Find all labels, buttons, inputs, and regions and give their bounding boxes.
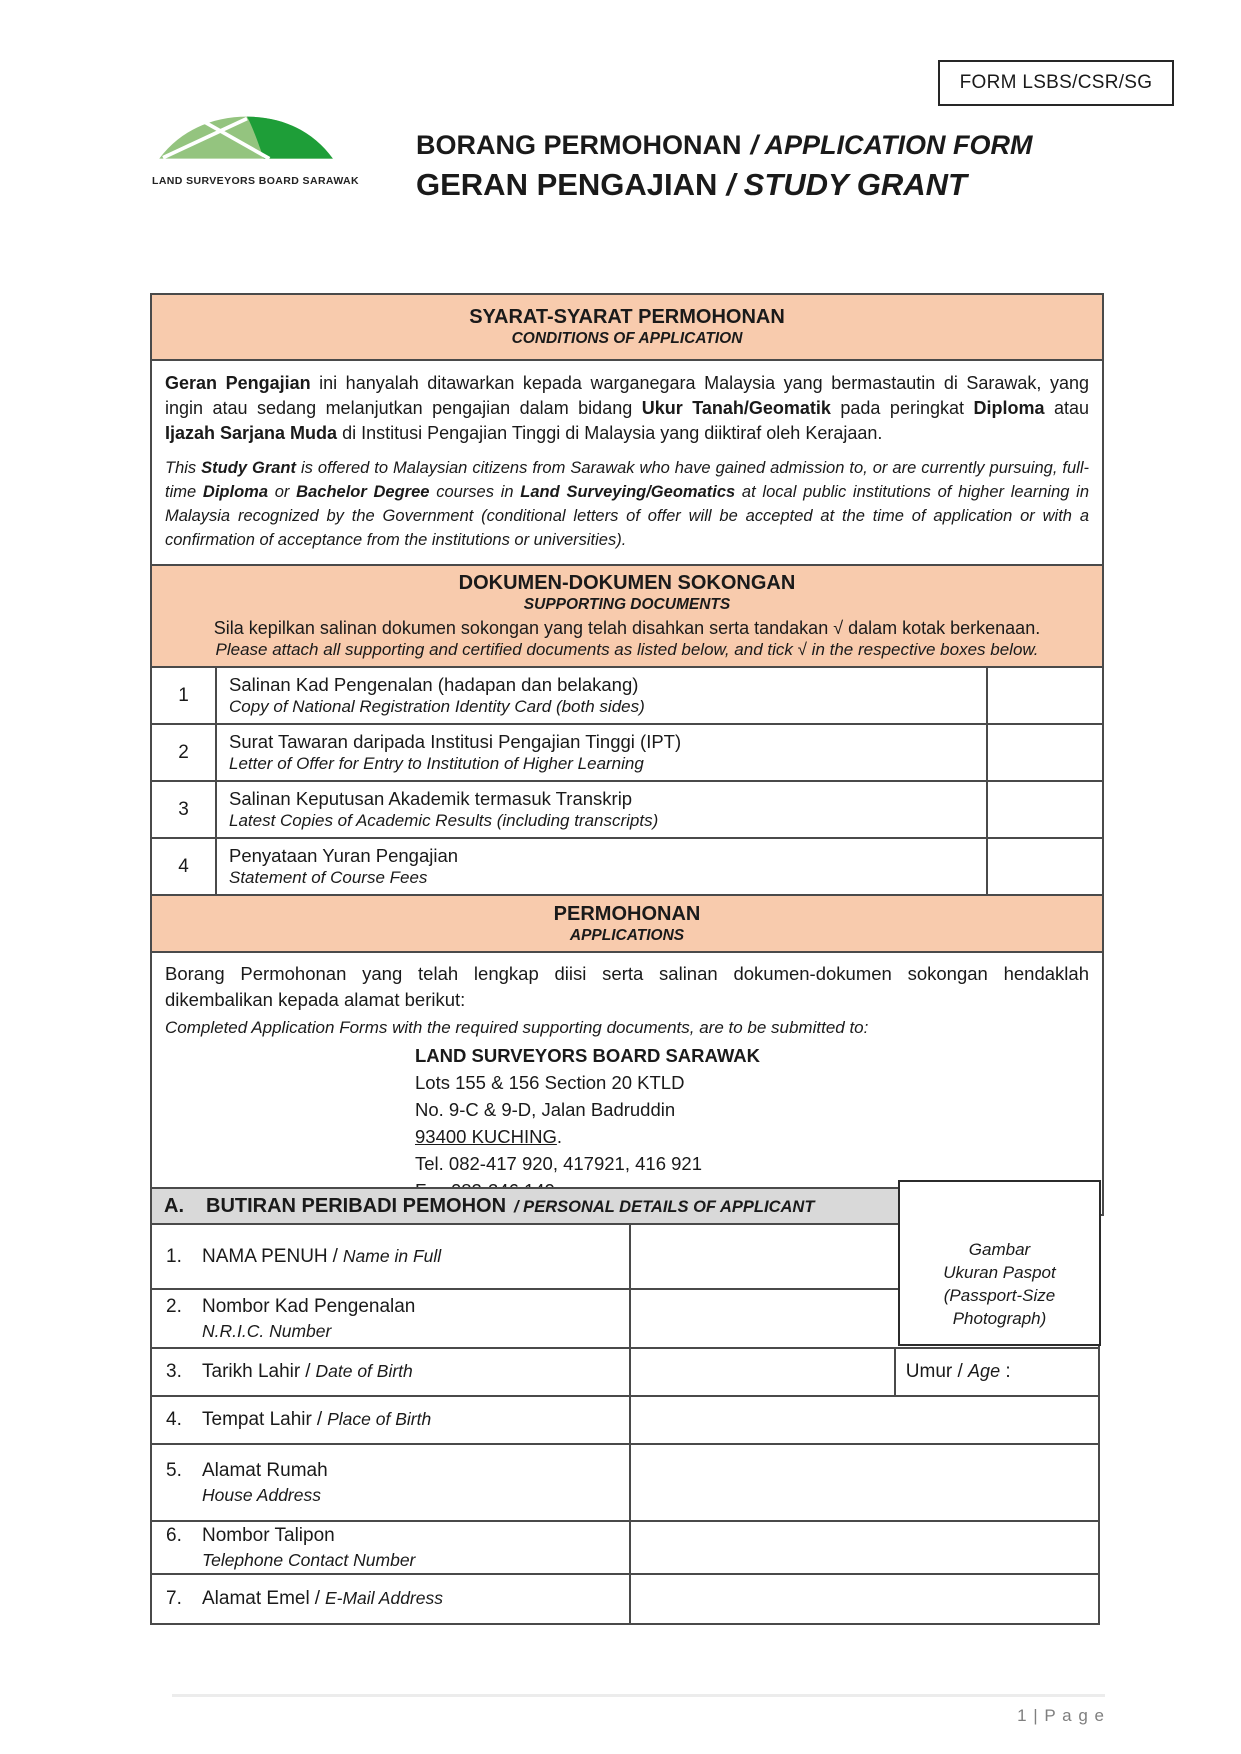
section-a-personal-details [150, 1187, 1100, 1625]
document-header [152, 112, 1033, 203]
documents-heading-malay: DOKUMEN-DOKUMEN SOKONGAN [458, 572, 796, 594]
lsbs-logo-block [152, 112, 360, 203]
photo-box-label-line4: Photograph) [952, 1309, 1047, 1328]
document-item-english: Copy of National Registration Identity Card (both sides) [229, 697, 645, 716]
form-code-box [938, 60, 1174, 106]
address-city: 93400 KUCHING [415, 1126, 557, 1147]
document-item-number: 2 [151, 724, 216, 781]
photo-box-label-line3: (Passport-Size [943, 1286, 1056, 1305]
address-fax: Fax 082-246 149. [415, 1180, 561, 1201]
title-line2-english: / STUDY GRANT [726, 167, 967, 202]
field-row-telephone: 6. Nombor Talipon Telephone Contact Number [151, 1521, 1099, 1574]
address-line2: No. 9-C & 9-D, Jalan Badruddin [415, 1099, 676, 1120]
documents-note-english: Please attach all supporting and certified documents as listed below, and tick √ in the respective boxes below. [215, 640, 1039, 659]
field-row-house-address: 5. Alamat Rumah House Address [151, 1444, 1099, 1521]
title-line1-english: / APPLICATION FORM [750, 130, 1033, 160]
age-label-malay: Umur / [905, 1361, 963, 1382]
input-house-address[interactable] [630, 1444, 1100, 1521]
document-item-row [151, 781, 1103, 838]
form-title-line2 [416, 167, 1033, 203]
tick-box-2[interactable] [987, 724, 1103, 781]
photo-box-label-line2: Ukuran Paspot [943, 1263, 1056, 1282]
document-item-number: 1 [151, 667, 216, 724]
page-number: 1 | P a g e [1017, 1706, 1105, 1725]
document-item-number: 4 [151, 838, 216, 895]
document-item-malay: Surat Tawaran daripada Institusi Pengajian Tinggi (IPT) [229, 731, 682, 752]
form-title [416, 112, 1033, 203]
form-title-line1 [416, 130, 1033, 161]
tick-box-3[interactable] [987, 781, 1103, 838]
section-a-title-malay: BUTIRAN PERIBADI PEMOHON [206, 1194, 507, 1217]
conditions-body-row [151, 360, 1103, 565]
field-row-name: 1. NAMA PENUH / Name in Full [151, 1224, 1099, 1289]
document-item-number: 3 [151, 781, 216, 838]
footer-divider [172, 1694, 1105, 1697]
document-item-english: Statement of Course Fees [229, 868, 428, 887]
section-a-letter: A. [164, 1194, 184, 1217]
address-line1: Lots 155 & 156 Section 20 KTLD [415, 1072, 685, 1093]
document-item-malay: Penyataan Yuran Pengajian [229, 845, 459, 866]
field-row-nric: 2. Nombor Kad Pengenalan N.R.I.C. Number [151, 1289, 1099, 1348]
conditions-header-row [151, 294, 1103, 360]
form-code-text: FORM LSBS/CSR/SG [959, 72, 1153, 93]
input-date-of-birth[interactable] [630, 1348, 895, 1396]
input-age[interactable] [895, 1348, 1099, 1396]
lsbs-logo-icon [152, 112, 342, 168]
applications-heading-malay: PERMOHONAN [553, 902, 701, 925]
main-form-table [150, 293, 1102, 1216]
logo-caption: LAND SURVEYORS BOARD SARAWAK [152, 175, 360, 187]
section-a-title-english: / PERSONAL DETAILS OF APPLICANT [514, 1197, 815, 1216]
field-row-email: 7. Alamat Emel / E-Mail Address [151, 1574, 1099, 1624]
documents-heading-english: SUPPORTING DOCUMENTS [523, 596, 731, 613]
field-row-place-of-birth: 4. Tempat Lahir / Place of Birth [151, 1396, 1099, 1444]
documents-header-row [151, 565, 1103, 667]
document-item-row [151, 724, 1103, 781]
conditions-heading-malay: SYARAT-SYARAT PERMOHONAN [469, 306, 785, 328]
input-email-address[interactable] [630, 1574, 1100, 1624]
title-line1-malay: BORANG PERMOHONAN [416, 130, 742, 160]
document-item-english: Letter of Offer for Entry to Institution of Higher Learning [229, 754, 644, 773]
document-item-english: Latest Copies of Academic Results (including transcripts) [229, 811, 659, 830]
input-place-of-birth[interactable] [630, 1396, 1100, 1444]
photo-box-label-line1: Gambar [968, 1240, 1031, 1259]
conditions-paragraph-malay: Geran Pengajian ini hanyalah ditawarkan kepada warganegara Malaysia yang bermastautin di Sarawak, yang ingin atau sedang melanjutkan pengajian dalam bidang Ukur Tanah/Geomatik pada peringkat Diploma atau Ijazah Sarjana Muda di Institusi Pengajian Tinggi di Malaysia yang diiktiraf oleh Kerajaan. [165, 373, 1090, 443]
address-city-line: 93400 KUCHING. [415, 1126, 563, 1147]
applications-body-english: Completed Application Forms with the required supporting documents, are to be submitted to: [165, 1018, 869, 1037]
age-label-english: Age [968, 1361, 1001, 1381]
document-item-malay: Salinan Kad Pengenalan (hadapan dan belakang) [229, 674, 639, 695]
tick-box-4[interactable] [987, 838, 1103, 895]
passport-photo-box[interactable] [898, 1180, 1101, 1346]
tick-box-1[interactable] [987, 667, 1103, 724]
field-row-date-of-birth: 3. Tarikh Lahir / Date of Birth Umur / Age : [151, 1348, 1099, 1396]
address-telephone: Tel. 082-417 920, 417921, 416 921 [415, 1153, 702, 1174]
applications-heading-english: APPLICATIONS [569, 926, 685, 944]
document-item-row [151, 667, 1103, 724]
input-telephone-number[interactable] [630, 1521, 1100, 1574]
documents-note-malay: Sila kepilkan salinan dokumen sokongan yang telah disahkan serta tandakan √ dalam kotak berkenaan. [213, 618, 1041, 638]
applications-header-row [151, 895, 1103, 952]
applications-body-row [151, 952, 1103, 1215]
conditions-paragraph-english: This Study Grant is offered to Malaysian citizens from Sarawak who have gained admission to, or are currently pursuing, full-time Diploma or Bachelor Degree courses in Land Surveying/Geomatics at local public institutions of higher learning in Malaysia recognized by the Government (conditional letters of offer will be accepted at the time of application or with a confirmation of acceptance from the institutions or universities). [165, 459, 1090, 549]
applications-body-malay: Borang Permohonan yang telah lengkap diisi serta salinan dokumen-dokumen sokongan hendaklah dikembalikan kepada alamat berikut: [165, 963, 1089, 1010]
document-item-row [151, 838, 1103, 895]
age-label-suffix: : [1005, 1361, 1011, 1382]
title-line2-malay: GERAN PENGAJIAN [416, 167, 718, 202]
address-name: LAND SURVEYORS BOARD SARAWAK [415, 1045, 761, 1066]
document-item-malay: Salinan Keputusan Akademik termasuk Transkrip [229, 788, 633, 809]
conditions-heading-english: CONDITIONS OF APPLICATION [511, 330, 743, 347]
